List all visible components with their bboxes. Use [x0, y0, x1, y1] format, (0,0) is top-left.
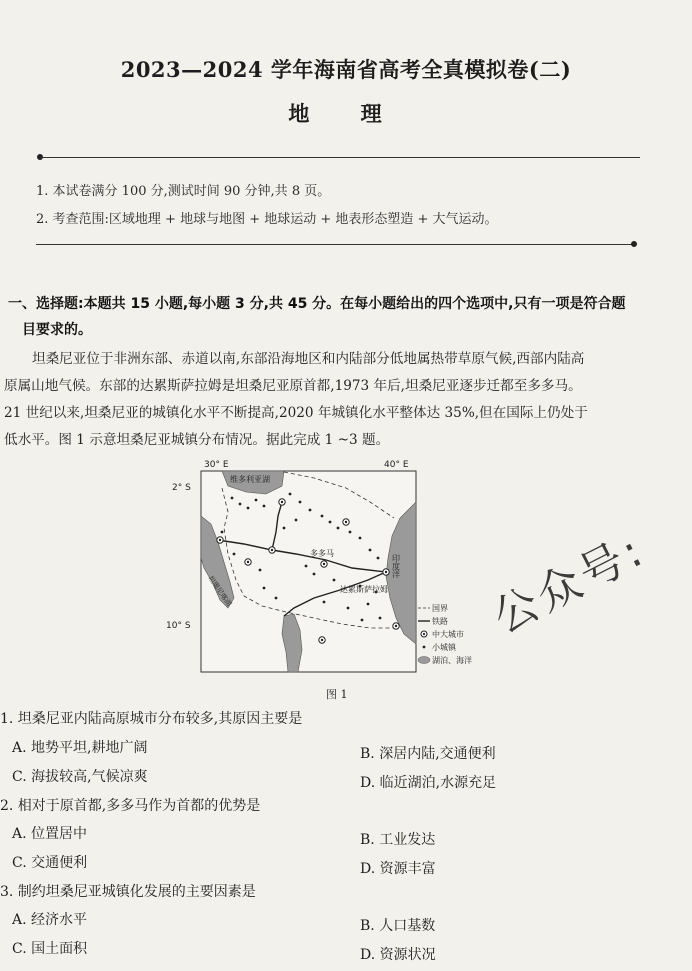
passage-line-2: 原属山地气候。东部的达累斯萨拉姆是坦桑尼亚原首都,1973 年后,坦桑尼亚逐步迁都至多多马。 — [4, 378, 582, 394]
tanzania-map — [164, 458, 472, 688]
label-dar: 达累斯萨拉姆 — [340, 585, 388, 594]
bottom-rule — [36, 244, 634, 245]
lon-label-left: 30° E — [204, 460, 229, 470]
legend-small-town: 小城镇 — [432, 643, 456, 652]
q3-option-a[interactable]: A. 经济水平 — [12, 912, 88, 928]
note-1: 1. 本试卷满分 100 分,测试时间 90 分钟,共 8 页。 — [36, 184, 331, 199]
q1-option-c[interactable]: C. 海拔较高,气候凉爽 — [12, 769, 148, 785]
label-dodoma: 多多马 — [310, 549, 334, 558]
q2-option-c[interactable]: C. 交通便利 — [12, 855, 88, 871]
q1-option-d[interactable]: D. 临近湖泊,水源充足 — [360, 775, 497, 791]
q1-option-b[interactable]: B. 深居内陆,交通便利 — [360, 746, 496, 762]
question-1-stem: 1. 坦桑尼亚内陆高原城市分布较多,其原因主要是 — [0, 711, 303, 727]
legend-major-city: 中大城市 — [432, 630, 464, 639]
passage — [4, 346, 688, 454]
q2-option-b[interactable]: B. 工业发达 — [360, 832, 436, 848]
question-3-stem: 3. 制约坦桑尼亚城镇化发展的主要因素是 — [0, 884, 256, 900]
label-ocean: 印度洋 — [391, 554, 401, 578]
lat-label-bottom: 10° S — [166, 621, 191, 631]
q1-option-a[interactable]: A. 地势平坦,耕地广阔 — [12, 740, 148, 756]
top-rule — [40, 157, 640, 158]
question-2-stem: 2. 相对于原首都,多多马作为首都的优势是 — [0, 798, 261, 814]
figure-label: 图 1 — [326, 688, 348, 701]
watermark: 公众号: — [485, 524, 654, 644]
q3-option-d[interactable]: D. 资源状况 — [360, 947, 436, 963]
legend-railway: 铁路 — [432, 617, 448, 626]
legend-border: 国界 — [432, 604, 448, 613]
exam-title: 2023—2024 学年海南省高考全真模拟卷(二) — [120, 57, 572, 82]
lat-label-top: 2° S — [172, 483, 191, 493]
note-2: 2. 考查范围:区域地理 + 地球与地图 + 地球运动 + 地表形态塑造 + 大气运动。 — [36, 212, 498, 227]
q3-option-c[interactable]: C. 国土面积 — [12, 941, 88, 957]
q3-option-b[interactable]: B. 人口基数 — [360, 918, 436, 934]
lon-label-right: 40° E — [384, 460, 409, 470]
q2-option-d[interactable]: D. 资源丰富 — [360, 861, 436, 877]
q2-option-a[interactable]: A. 位置居中 — [12, 826, 88, 842]
subject-title: 地 理 — [288, 101, 404, 126]
label-lake-tanganyika: 坦噶尼喀湖 — [206, 574, 233, 608]
passage-line-3: 21 世纪以来,坦桑尼亚的城镇化水平不断提高,2020 年城镇化水平整体达 35%,但在国际上仍处于 — [4, 405, 588, 421]
section-heading — [8, 291, 688, 343]
passage-line-1: 坦桑尼亚位于非洲东部、赤道以南,东部沿海地区和内陆部分低地属热带草原气候,西部内陆高 — [32, 351, 585, 367]
label-victoria: 维多利亚湖 — [230, 475, 270, 484]
section-line-2: 目要求的。 — [22, 322, 92, 338]
legend-water: 湖泊、海洋 — [432, 656, 472, 665]
passage-line-4: 低水平。图 1 示意坦桑尼亚城镇分布情况。据此完成 1 ~3 题。 — [4, 432, 390, 448]
bottom-rule-dot — [631, 241, 637, 247]
section-line-1: 一、选择题:本题共 15 小题,每小题 3 分,共 45 分。在每小题给出的四个选项中,只有一项是符合题 — [8, 296, 626, 312]
map-legend — [418, 604, 472, 665]
